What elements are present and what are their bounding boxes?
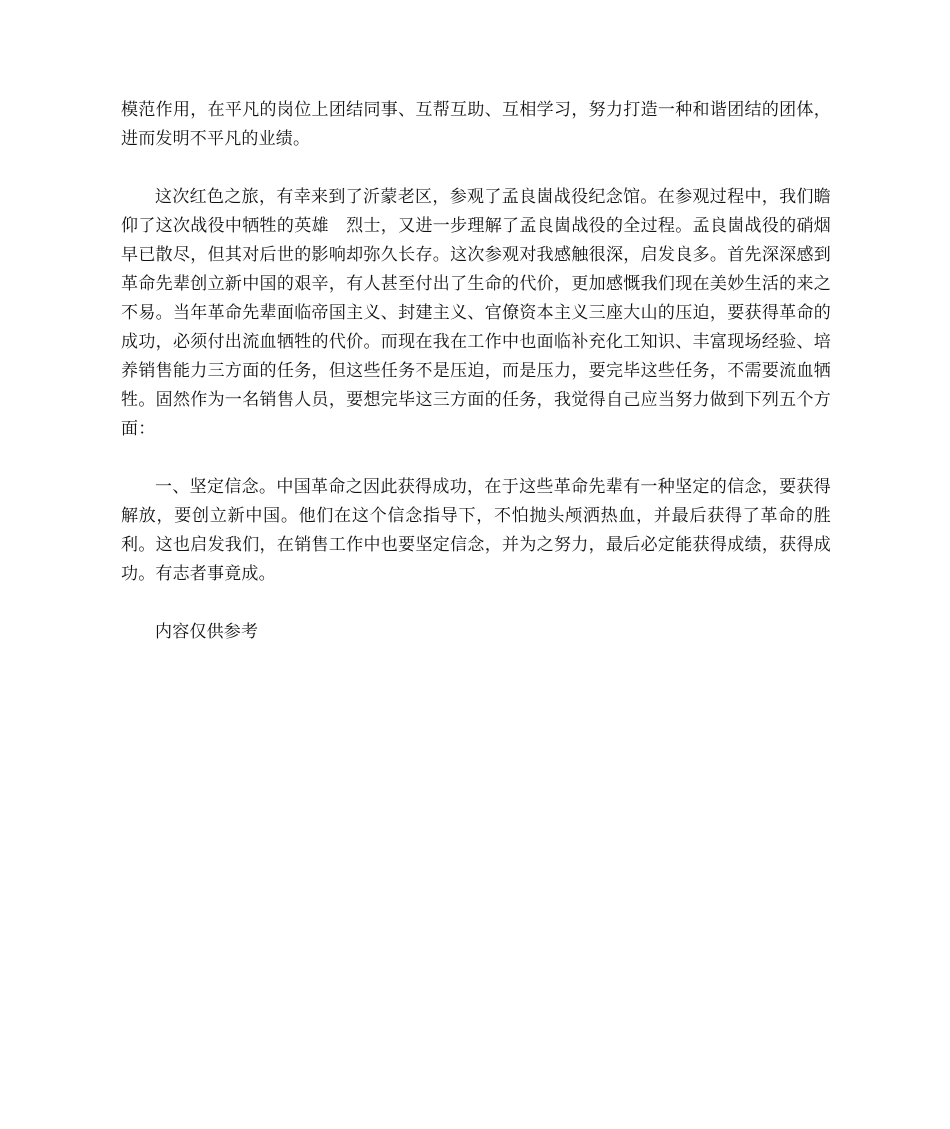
paragraph-gap	[121, 444, 831, 473]
paragraph-red-tour: 这次红色之旅，有幸来到了沂蒙老区，参观了孟良崮战役纪念馆。在参观过程中，我们瞻仰了这次战役中牺牲的英雄 烈士，又进一步理解了孟良崮战役的全过程。孟良崮战役的硝烟早已散尽，但其对后世的影响却弥久长存。这次参观对我感触很深，启发良多。首先深深感到革命先辈创立新中国的艰辛，有人甚至付出了生命的代价，更加感慨我们现在美妙生活的来之不易。当年革命先辈面临帝国主义、封建主义、官僚资本主义三座大山的压迫，要获得革命的成功，必须付出流血牺牲的代价。而现在我在工作中也面临补充化工知识、丰富现场经验、培养销售能力三方面的任务，但这些任务不是压迫，而是压力，要完毕这些任务，不需要流血牺牲。固然作为一名销售人员，要想完毕这三方面的任务，我觉得自己应当努力做到下列五个方面：	[121, 187, 831, 439]
paragraph-firm-belief: 一、坚定信念。中国革命之因此获得成功，在于这些革命先辈有一种坚定的信念，要获得解放，要创立新中国。他们在这个信念指导下，不怕抛头颅洒热血，并最后获得了革命的胜利。这也启发我们，在销售工作中也要坚定信念，并为之努力，最后必定能获得成绩，获得成功。有志者事竟成。	[121, 477, 831, 584]
reference-only-note: 内容仅供参考	[155, 622, 259, 642]
document-body	[121, 96, 831, 647]
paragraph-gap	[121, 589, 831, 618]
paragraph-continuation: 模范作用，在平凡的岗位上团结同事、互帮互助、互相学习，努力打造一种和谐团结的团体，进而发明不平凡的业绩。	[121, 100, 831, 149]
paragraph-gap	[121, 154, 831, 183]
